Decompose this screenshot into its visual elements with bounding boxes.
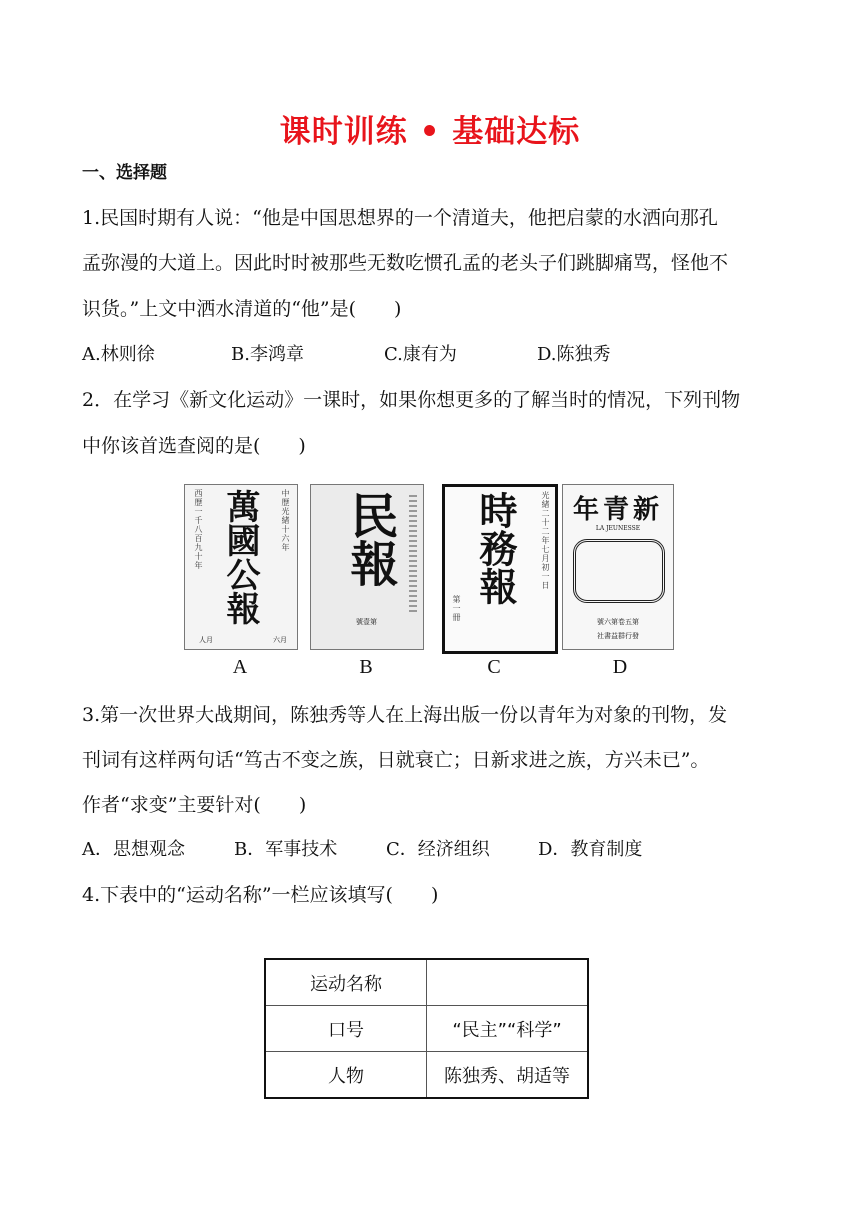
table-cell-movement-name-label: 运动名称	[265, 959, 427, 1006]
cover-a-foot-left: 人月	[199, 636, 213, 644]
cover-c-image	[442, 484, 558, 654]
q3-option-d: D．教育制度	[538, 839, 643, 860]
periodical-covers	[184, 484, 684, 684]
q1-line-2: 孟弥漫的大道上。因此时时被那些无数吃惯孔孟的老头子们跳脚痛骂，怪他不	[82, 252, 729, 274]
q1-line-1: 1.民国时期有人说：“他是中国思想界的一个清道夫，他把启蒙的水洒向那孔	[82, 207, 718, 229]
cover-a-foot-right: 六月	[273, 636, 287, 644]
table-row	[265, 1052, 588, 1099]
table-cell-people-label: 人物	[265, 1052, 427, 1099]
cover-d-label: D	[612, 656, 628, 678]
cover-b-title: 民報	[342, 491, 398, 587]
q4-line-1: 4.下表中的“运动名称”一栏应该填写( )	[82, 884, 439, 906]
cover-c-title: 時務報	[473, 491, 518, 605]
section-heading: 一、选择题	[82, 163, 167, 183]
q3-option-a: A．思想观念	[82, 839, 185, 860]
cover-d-ornament	[573, 539, 665, 603]
cover-c-label: C	[487, 656, 501, 678]
q1-option-c: C.康有为	[384, 344, 457, 365]
q3-option-c: C．经济组织	[386, 839, 490, 860]
table-cell-movement-name-blank	[427, 959, 589, 1006]
q3-option-b: B．军事技术	[234, 839, 338, 860]
q2-line-2: 中你该首选查阅的是( )	[82, 435, 306, 457]
cover-b-margin-texture	[409, 495, 417, 615]
q3-line-3: 作者“求变”主要针对( )	[82, 794, 307, 816]
q3-line-2: 刊词有这样两句话“笃古不变之族，日就衰亡；日新求进之族，方兴未已”。	[82, 749, 710, 771]
table-row	[265, 1006, 588, 1052]
cover-a-title: 萬國公報	[220, 489, 260, 625]
cover-b-foot: 號壹第	[356, 618, 377, 626]
q1-option-a: A.林则徐	[82, 344, 155, 365]
cover-b-label: B	[359, 656, 373, 678]
q2-line-1: 2．在学习《新文化运动》一课时，如果你想更多的了解当时的情况，下列刊物	[82, 389, 741, 411]
q1-line-3: 识货。”上文中洒水清道的“他”是( )	[82, 298, 402, 320]
table-cell-slogan-value: “民主”“科学”	[427, 1006, 589, 1052]
table-row	[265, 959, 588, 1006]
q1-option-d: D.陈独秀	[537, 344, 611, 365]
cover-b-image	[310, 484, 424, 650]
cover-d-foot-top: 第五卷第六號	[597, 618, 639, 626]
q3-line-1: 3.第一次世界大战期间，陈独秀等人在上海出版一份以青年为对象的刊物，发	[82, 704, 728, 726]
cover-a-image	[184, 484, 298, 650]
table-cell-slogan-label: 口号	[265, 1006, 427, 1052]
cover-a-side-left: 西歷一千八百九十年	[194, 489, 203, 570]
cover-d-foot: 發行群益書社	[597, 632, 639, 640]
cover-a-label: A	[232, 656, 248, 678]
cover-c-side-left: 第一冊	[452, 595, 461, 622]
cover-a-side-right: 中歷光緒十六年	[281, 489, 290, 552]
table-cell-people-value: 陈独秀、胡适等	[427, 1052, 589, 1099]
cover-d-title: 新青年	[572, 495, 663, 525]
cover-d-image	[562, 484, 674, 650]
cover-d-subtitle: LA JEUNESSE	[595, 525, 641, 532]
movement-table	[264, 958, 589, 1099]
cover-c-side-right: 光緒二十二年七月初一日	[541, 491, 550, 590]
page-title: 课时训练 • 基础达标	[279, 114, 581, 150]
q1-option-b: B.李鸿章	[231, 344, 304, 365]
